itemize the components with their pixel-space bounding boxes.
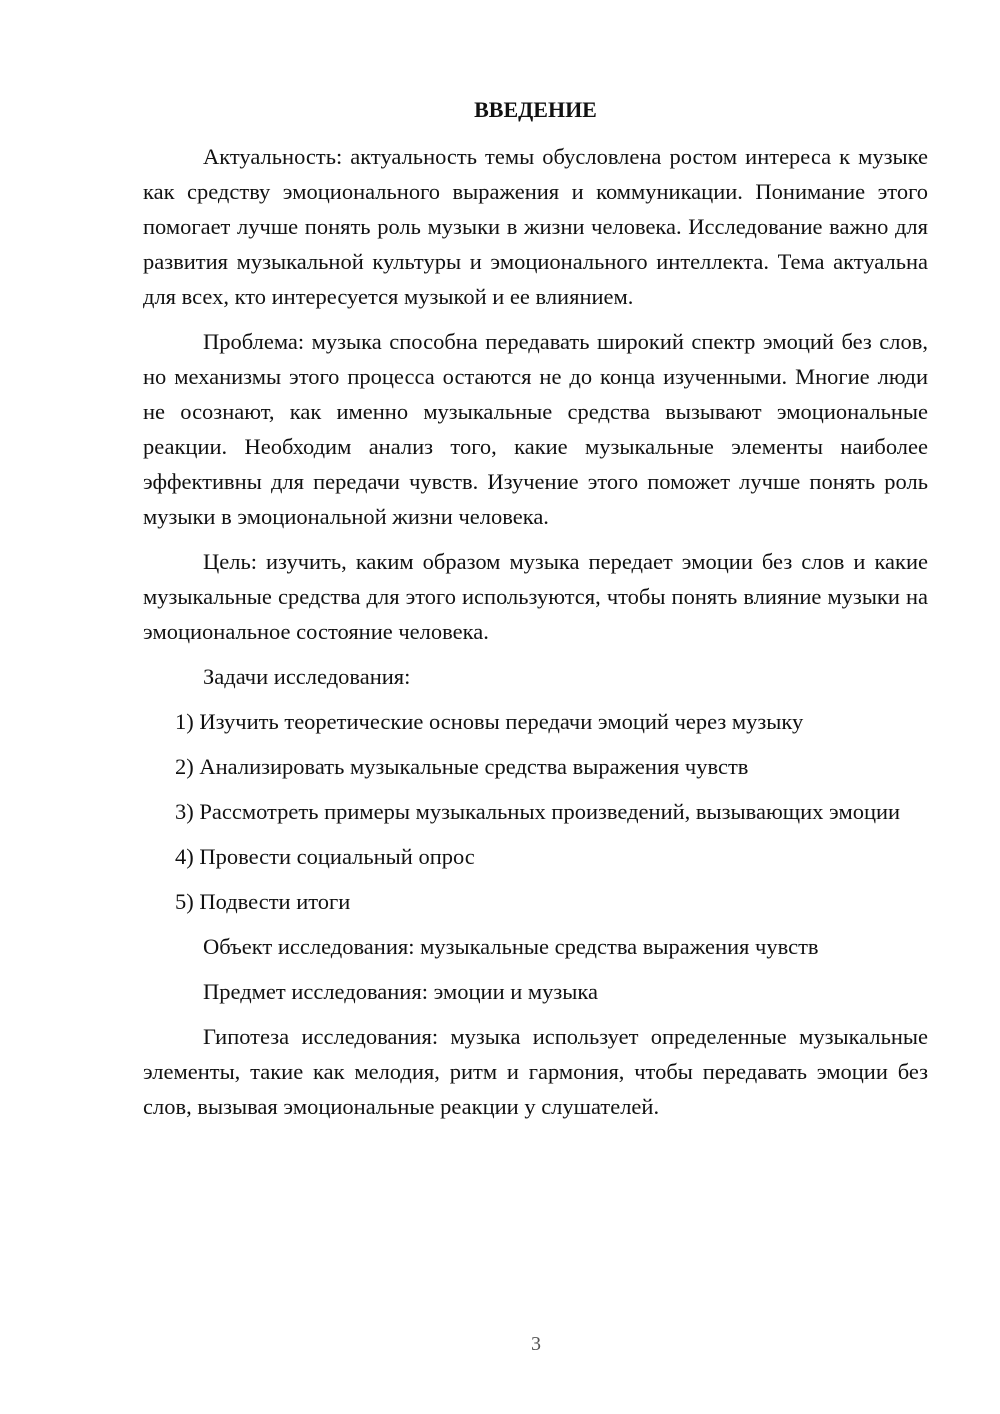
goal-paragraph: Цель: изучить, каким образом музыка передает эмоции без слов и какие музыкальные средства для этого используются, чтобы понять влияние музыки на эмоциональное состояние человека.: [143, 549, 928, 644]
task-item: 4) Провести социальный опрос: [175, 844, 475, 869]
subject-paragraph: Предмет исследования: эмоции и музыка: [203, 979, 599, 1004]
section-heading: ВВЕДЕНИЕ: [474, 97, 597, 122]
hypothesis-paragraph: Гипотеза исследования: музыка использует определенные музыкальные элементы, такие как мелодия, ритм и гармония, чтобы передавать эмоции без слов, вызывая эмоциональные реакции у слушателей.: [143, 1024, 928, 1119]
problem-paragraph: Проблема: музыка способна передавать широкий спектр эмоций без слов, но механизмы этого процесса остаются не до конца изученными. Многие люди не осознают, как именно музыкальные средства вызывают эмоциональные реакции. Необходим анализ того, какие музыкальные элементы наиболее эффективны для передачи чувств. Изучение этого поможет лучше понять роль музыки в эмоциональной жизни человека.: [143, 329, 928, 529]
tasks-title: Задачи исследования:: [203, 664, 411, 689]
relevance-paragraph: Актуальность: актуальность темы обусловлена ростом интереса к музыке как средству эмоционального выражения и коммуникации. Понимание этого помогает лучше понять роль музыки в жизни человека. Исследование важно для развития музыкальной культуры и эмоционального интеллекта. Тема актуальна для всех, кто интересуется музыкой и ее влиянием.: [143, 144, 928, 309]
object-paragraph: Объект исследования: музыкальные средства выражения чувств: [203, 934, 819, 959]
task-item: 5) Подвести итоги: [175, 889, 351, 914]
task-item: 3) Рассмотреть примеры музыкальных произведений, вызывающих эмоции: [175, 799, 901, 824]
page-number: 3: [531, 1333, 541, 1355]
task-item: 2) Анализировать музыкальные средства выражения чувств: [175, 754, 749, 779]
task-item: 1) Изучить теоретические основы передачи эмоций через музыку: [175, 709, 804, 734]
page-body: [143, 95, 928, 1124]
